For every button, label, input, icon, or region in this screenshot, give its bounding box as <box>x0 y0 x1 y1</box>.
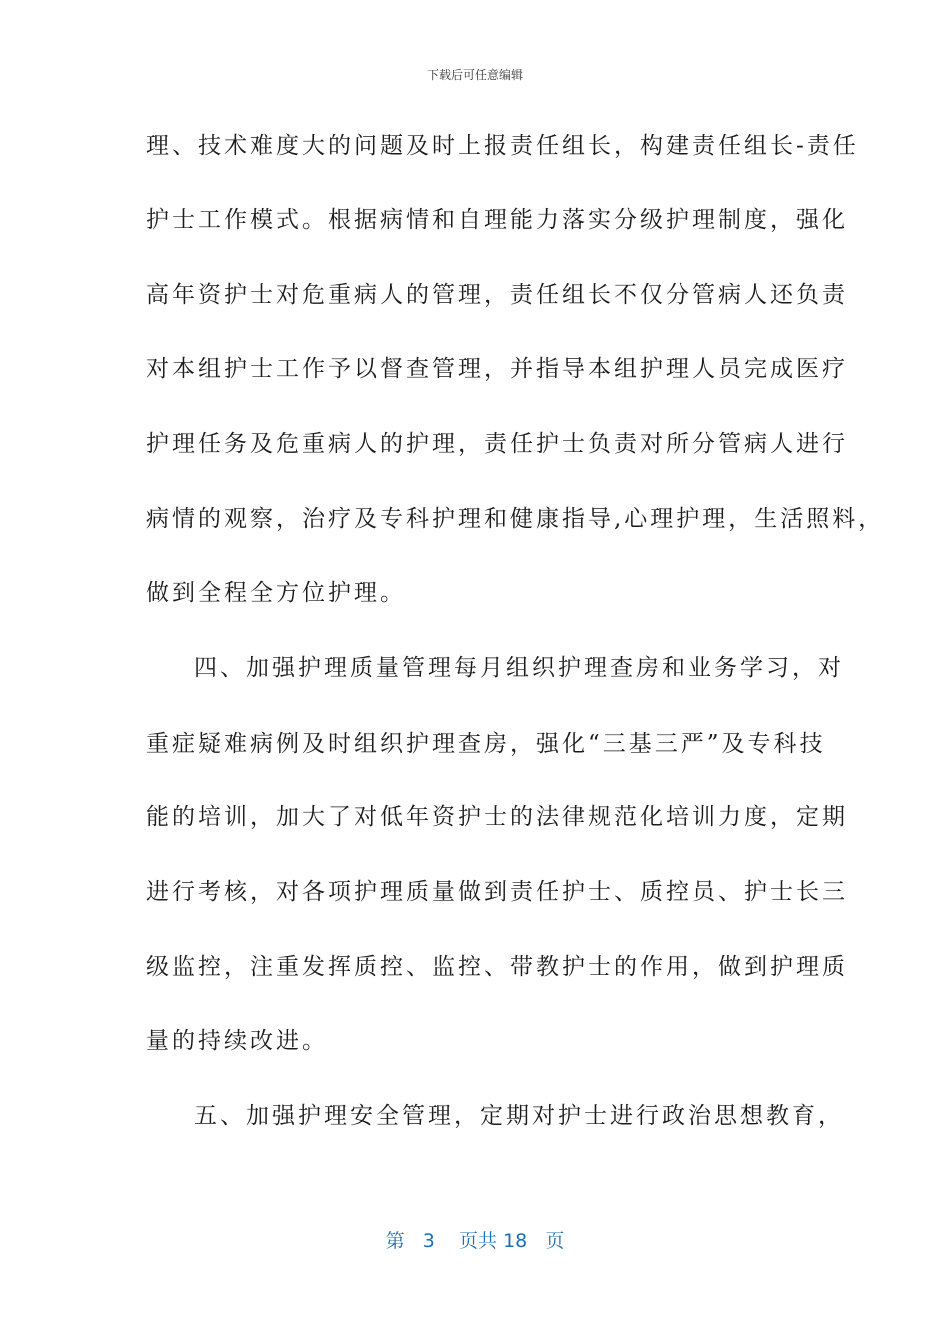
text-line: 重症疑难病例及时组织护理查房，强化“三基三严”及专科技 <box>146 731 826 757</box>
current-page-number: 3 <box>422 1230 435 1252</box>
text-line: 理、技术难度大的问题及时上报责任组长，构建责任组长-责任 <box>146 133 859 159</box>
paragraph-start-line: 四、加强护理质量管理每月组织护理查房和业务学习，对 <box>194 655 844 681</box>
text-line: 对本组护士工作予以督查管理，并指导本组护理人员完成医疗 <box>146 356 848 382</box>
page-header: 下载后可任意编辑 <box>426 68 523 82</box>
text-line: 进行考核，对各项护理质量做到责任护士、质控员、护士长三 <box>146 879 848 905</box>
text-line: 量的持续改进。 <box>146 1028 328 1054</box>
text-line: 病情的观察，治疗及专科护理和健康指导,心理护理，生活照料， <box>146 506 885 532</box>
page-footer <box>0 1226 950 1253</box>
text-line: 能的培训，加大了对低年资护士的法律规范化培训力度，定期 <box>146 804 848 830</box>
total-pages-number: 18 <box>503 1230 528 1252</box>
page-label-suffix: 页 <box>545 1230 565 1252</box>
paragraph-start-line: 五、加强护理安全管理，定期对护士进行政治思想教育， <box>194 1103 844 1129</box>
text-line: 护理任务及危重病人的护理，责任护士负责对所分管病人进行 <box>146 431 848 457</box>
text-line: 级监控，注重发挥质控、监控、带教护士的作用，做到护理质 <box>146 954 848 980</box>
page-label-middle: 页共 <box>459 1230 498 1252</box>
page-label-prefix: 第 <box>385 1230 405 1252</box>
text-line: 做到全程全方位护理。 <box>146 580 406 606</box>
text-line: 高年资护士对危重病人的管理，责任组长不仅分管病人还负责 <box>146 282 848 308</box>
text-line: 护士工作模式。根据病情和自理能力落实分级护理制度，强化 <box>146 207 848 233</box>
